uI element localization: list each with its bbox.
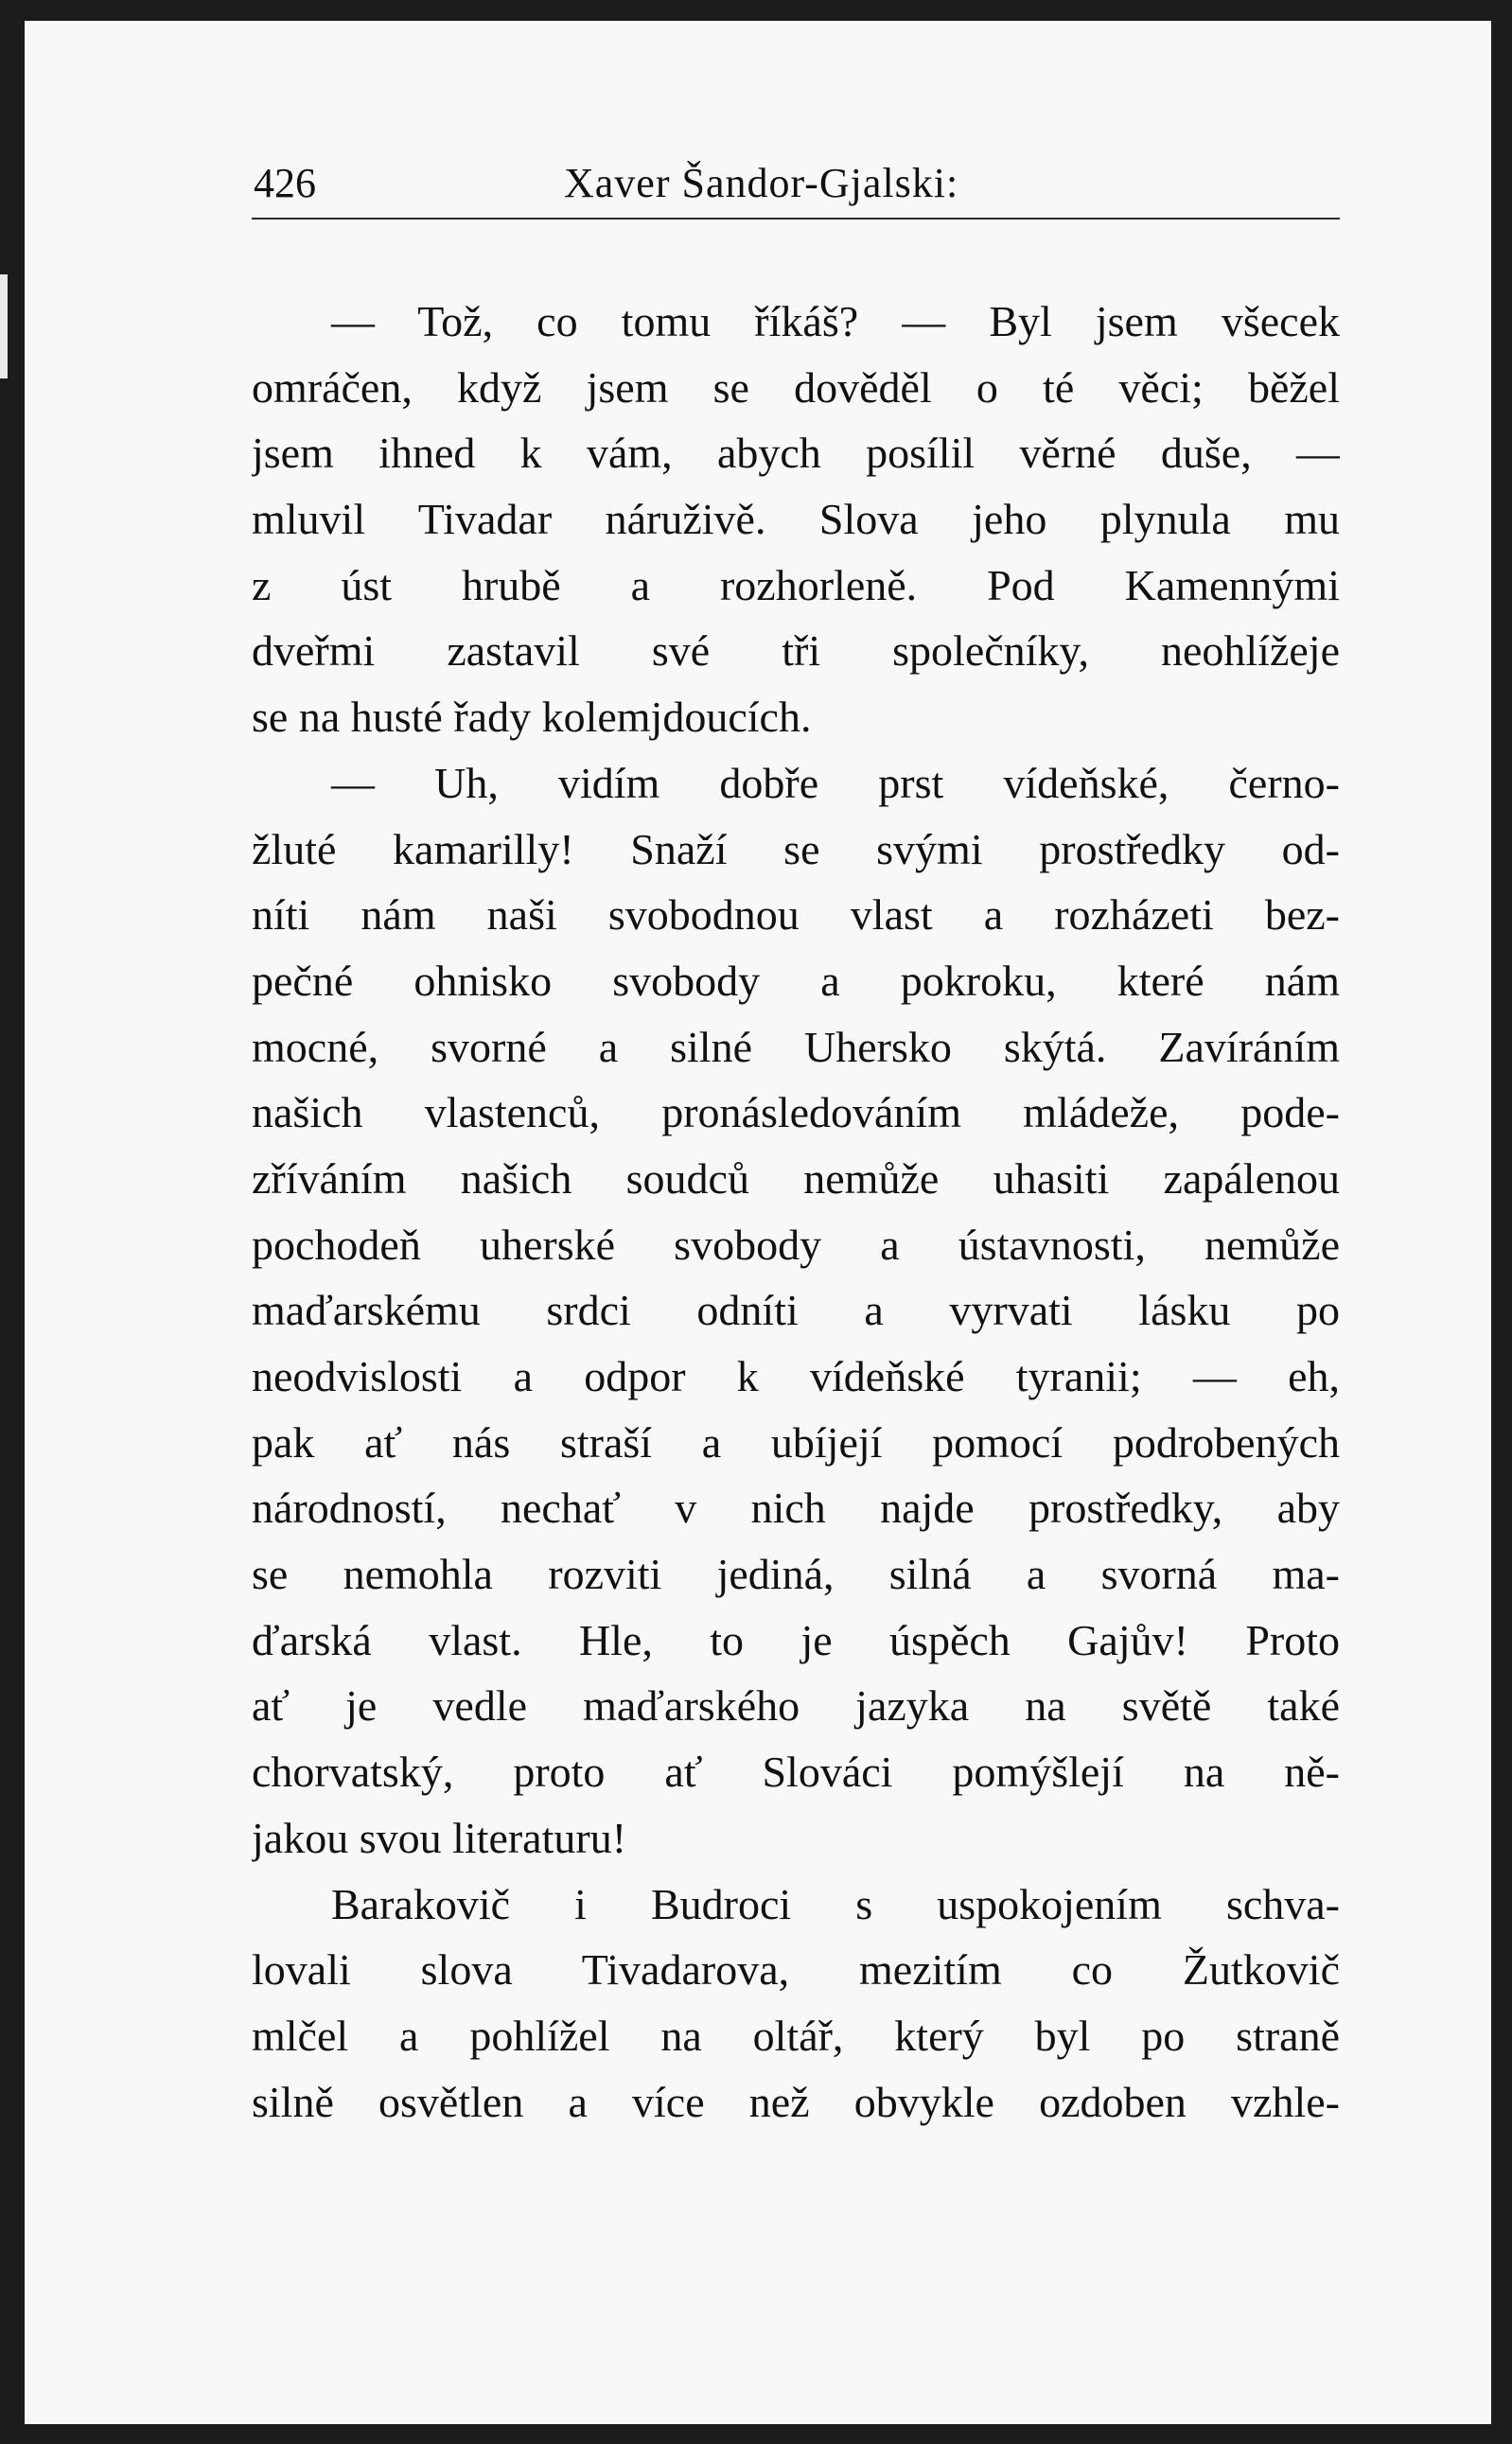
text-line: zříváním našich soudců nemůže uhasiti zapálenou: [252, 1153, 1340, 1203]
text-line: ať je vedle maďarského jazyka na světě také: [252, 1681, 1340, 1731]
text-line: mluvil Tivadar náruživě. Slova jeho plynula mu: [252, 495, 1340, 544]
text-line: ďarská vlast. Hle, to je úspěch Gajův! Proto: [252, 1615, 1340, 1664]
page-number: 426: [254, 160, 316, 206]
text-line: pochodeň uherské svobody a ústavnosti, nemůže: [252, 1220, 1340, 1269]
text-line: mlčel a pohlížel na oltář, který byl po straně: [252, 2011, 1340, 2060]
text-line: jsem ihned k vám, abych posílil věrné duše, —: [252, 429, 1340, 478]
text-line: pak ať nás straší a ubíjejí pomocí podrobených: [252, 1417, 1340, 1467]
text-line: níti nám naši svobodnou vlast a rozházeti bez-: [252, 890, 1340, 940]
text-line: žluté kamarilly! Snaží se svými prostředky od-: [252, 824, 1340, 873]
body-text: [252, 289, 1340, 2135]
text-line: našich vlastenců, pronásledováním mládeže, pode-: [252, 1088, 1340, 1137]
text-line: maďarskému srdci odníti a vyrvati lásku po: [252, 1286, 1340, 1335]
text-line: — Uh, vidím dobře prst vídeňské, černo-: [331, 758, 1340, 807]
text-line: chorvatský, proto ať Slováci pomýšlejí na ně-: [252, 1748, 1340, 1797]
text-line: neodvislosti a odpor k vídeňské tyranii; — eh,: [252, 1352, 1340, 1400]
text-line: z úst hrubě a rozhorleně. Pod Kamennými: [252, 560, 1340, 609]
running-head: Xaver Šandor-Gjalski:: [564, 160, 959, 206]
text-line: se na husté řady kolemjdoucích.: [252, 693, 812, 742]
text-line: dveřmi zastavil své tři společníky, neohlížeje: [252, 626, 1340, 676]
text-line: omráčen, když jsem se dověděl o té věci; běžel: [252, 362, 1340, 412]
text-line: silně osvětlen a více než obvykle ozdoben vzhle-: [252, 2077, 1340, 2126]
page-header: [252, 151, 1340, 220]
page-edge-shadow: [0, 274, 8, 378]
text-line: pečné ohnisko svobody a pokroku, které nám: [252, 956, 1340, 1005]
text-line: lovali slova Tivadarova, mezitím co Žutkovič: [252, 1945, 1340, 1995]
text-line: jakou svou literaturu!: [252, 1813, 627, 1862]
text-line: národností, nechať v nich najde prostředky, aby: [252, 1484, 1340, 1533]
text-line: Barakovič i Budroci s uspokojením schva-: [331, 1879, 1340, 1928]
text-line: mocné, svorné a silné Uhersko skýtá. Zavíráním: [252, 1022, 1340, 1071]
text-line: — Tož, co tomu říkáš? — Byl jsem všecek: [331, 297, 1340, 345]
text-line: se nemohla rozviti jediná, silná a svorná ma-: [252, 1550, 1340, 1599]
